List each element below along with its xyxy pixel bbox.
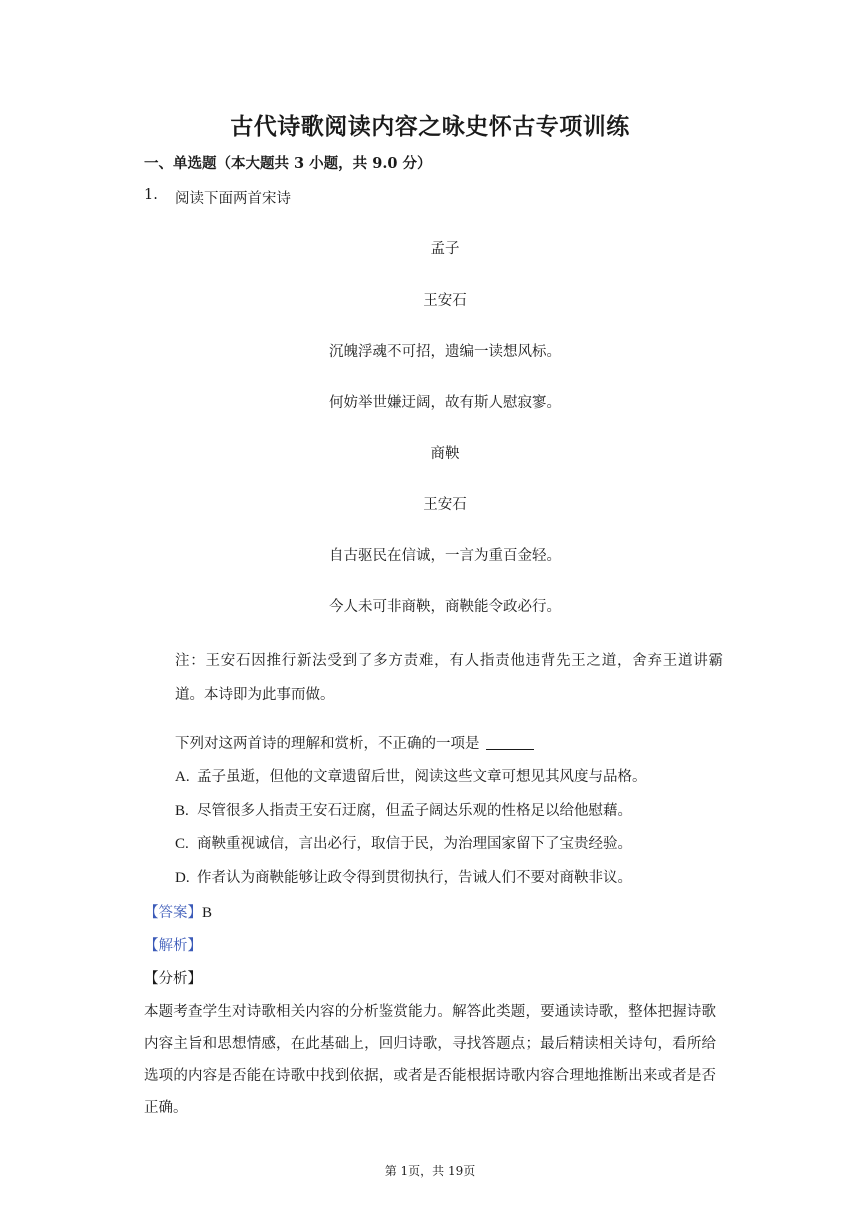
poem-author: 王安石 xyxy=(423,293,467,309)
option-text: 作者认为商鞅能够让政令得到贯彻执行，告诫人们不要对商鞅非议。 xyxy=(197,870,632,886)
poem-line: 今人未可非商鞅，商鞅能令政必行。 xyxy=(329,599,561,615)
section-heading: 一、单选题（本大题共 3 小题，共 9.0 分） xyxy=(144,155,432,172)
option-d xyxy=(175,866,632,887)
poem-line: 自古驱民在信诚，一言为重百金轻。 xyxy=(329,548,561,564)
question-prompt xyxy=(175,732,534,753)
poem-note: 注：王安石因推行新法受到了多方责难，有人指责他违背先王之道，舍弃王道讲霸道。本诗即为此事而做。 xyxy=(175,653,723,703)
option-c xyxy=(175,832,632,853)
analysis-label: 【分析】 xyxy=(144,971,202,987)
option-text: 孟子虽逝，但他的文章遗留后世，阅读这些文章可想见其风度与品格。 xyxy=(197,769,647,785)
answer-blank xyxy=(486,735,534,750)
question-prompt-text: 下列对这两首诗的理解和赏析，不正确的一项是 xyxy=(175,736,480,752)
answer-label: 【答案】 xyxy=(144,905,202,921)
question-intro: 阅读下面两首宋诗 xyxy=(175,191,291,207)
poem-line: 何妨举世嫌迂阔，故有斯人慰寂寥。 xyxy=(329,395,561,411)
option-letter: B. xyxy=(175,803,189,819)
option-letter: C. xyxy=(175,836,189,852)
poem-title: 商鞅 xyxy=(430,446,460,462)
option-a xyxy=(175,765,647,786)
option-letter: A. xyxy=(175,769,190,785)
option-text: 商鞅重视诚信，言出必行，取信于民，为治理国家留下了宝贵经验。 xyxy=(197,836,632,852)
option-letter: D. xyxy=(175,870,190,886)
page-footer: 第 1页，共 19页 xyxy=(384,1164,476,1178)
poem-title: 孟子 xyxy=(430,241,460,257)
option-b xyxy=(175,799,632,820)
explanation-label: 【解析】 xyxy=(144,938,202,954)
option-text: 尽管很多人指责王安石迂腐，但孟子阔达乐观的性格足以给他慰藉。 xyxy=(197,803,632,819)
analysis-text: 本题考查学生对诗歌相关内容的分析鉴赏能力。解答此类题，要通读诗歌，整体把握诗歌内容主旨和思想情感，在此基础上，回归诗歌，寻找答题点；最后精读相关诗句，看所给选项的内容是否能在诗歌中找到依据，或者是否能根据诗歌内容合理地推断出来或者是否正确。 xyxy=(144,1004,716,1116)
answer-section xyxy=(144,901,212,922)
poem-line: 沉魄浮魂不可招，遗编一读想风标。 xyxy=(329,344,561,360)
document-title: 古代诗歌阅读内容之咏史怀古专项训练 xyxy=(230,113,630,140)
answer-value: B xyxy=(202,905,213,921)
poem-author: 王安石 xyxy=(423,497,467,513)
question-number: 1. xyxy=(144,187,158,203)
